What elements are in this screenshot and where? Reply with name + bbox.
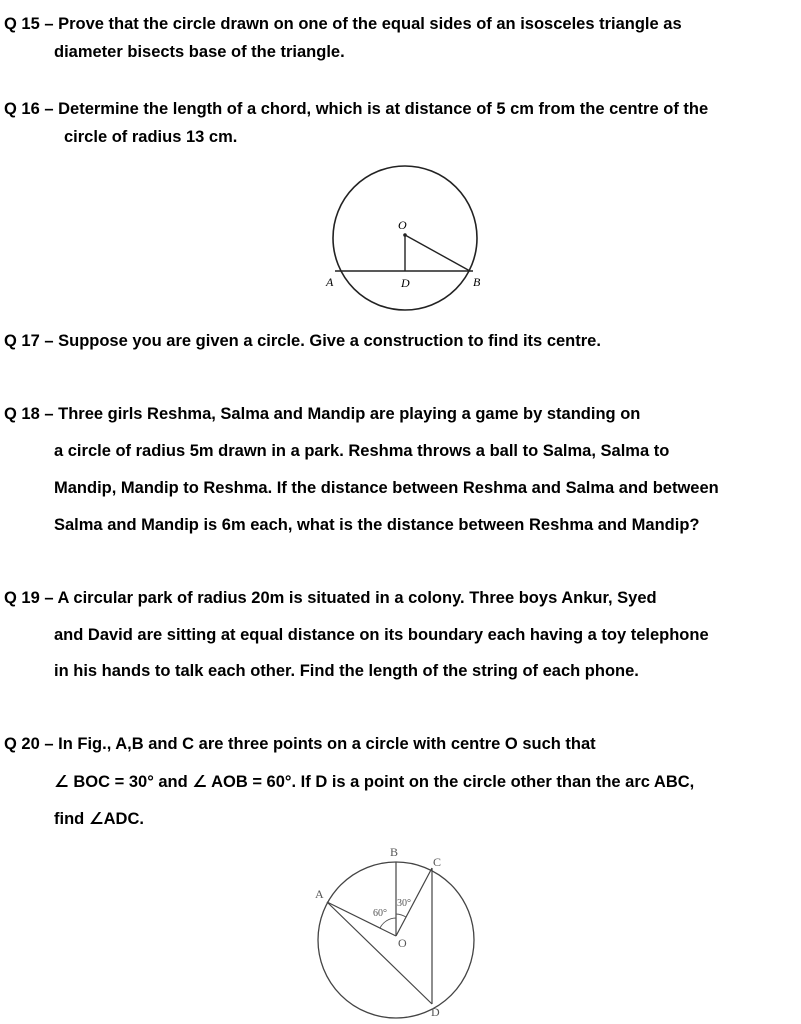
q18-line-3: Mandip, Mandip to Reshma. If the distance between Reshma and Salma and between <box>54 479 719 497</box>
arc-angle-boc <box>396 914 406 917</box>
q20-line-1: Q 20 – In Fig., A,B and C are three points on a circle with centre O such that <box>4 735 596 753</box>
q19-line-2: and David are sitting at equal distance on its boundary each having a toy telephone <box>54 626 709 644</box>
label-b: B <box>473 275 481 289</box>
label-d: D <box>431 1005 440 1019</box>
label-c: C <box>433 855 442 869</box>
q15-line-2: diameter bisects base of the triangle. <box>54 43 345 61</box>
centre-point <box>403 233 407 237</box>
label-angle-aob: 60° <box>373 908 387 919</box>
label-o: O <box>398 936 407 950</box>
figure-q20-circle-angles <box>300 840 500 1024</box>
label-b: B <box>390 845 399 859</box>
segment-ob <box>405 235 470 271</box>
q20-line-3: find ∠ADC. <box>54 810 144 828</box>
label-a: A <box>315 887 324 901</box>
q20-line-2: ∠ BOC = 30° and ∠ AOB = 60°. If D is a point on the circle other than the arc ABC, <box>54 773 695 791</box>
label-d: D <box>401 276 410 290</box>
label-o: O <box>398 218 407 232</box>
q18-line-1: Q 18 – Three girls Reshma, Salma and Mandip are playing a game by standing on <box>4 405 641 423</box>
q16-line-1: Q 16 – Determine the length of a chord, which is at distance of 5 cm from the centre of the <box>4 100 709 118</box>
label-a: A <box>326 275 334 289</box>
q18-line-2: a circle of radius 5m drawn in a park. Reshma throws a ball to Salma, Salma to <box>54 442 670 460</box>
arc-angle-aob <box>380 918 396 928</box>
label-angle-boc: 30° <box>397 898 411 909</box>
q19-line-1: Q 19 – A circular park of radius 20m is situated in a colony. Three boys Ankur, Syed <box>4 589 657 607</box>
q17-line-1: Q 17 – Suppose you are given a circle. Give a construction to find its centre. <box>4 332 601 350</box>
q18-line-4: Salma and Mandip is 6m each, what is the distance between Reshma and Mandip? <box>54 516 700 534</box>
q15-line-1: Q 15 – Prove that the circle drawn on one of the equal sides of an isosceles triangle as <box>4 15 682 33</box>
q19-line-3: in his hands to talk each other. Find the length of the string of each phone. <box>54 662 639 680</box>
q16-line-2: circle of radius 13 cm. <box>64 128 238 146</box>
figure-q16-chord-diagram <box>320 158 500 298</box>
